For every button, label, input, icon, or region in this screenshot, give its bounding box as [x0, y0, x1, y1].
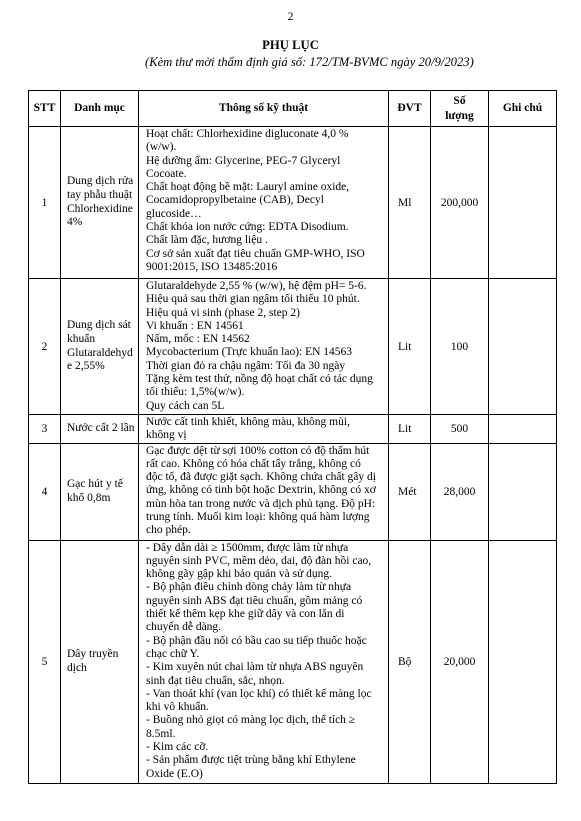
- spec-line: chạc chữ Y.: [146, 647, 200, 660]
- spec-line: Vi khuẩn : EN 14561: [146, 319, 244, 332]
- category-line: Nước cất 2 lần: [67, 421, 135, 434]
- category-line: khuẩn: [67, 332, 96, 345]
- table-row: [29, 279, 557, 415]
- category-cell: [61, 540, 139, 783]
- stt-cell: 5: [29, 540, 61, 783]
- category-line: Dung dịch sát: [67, 318, 131, 331]
- spec-line: Hoạt chất: Chlorhexidine digluconate 4,0 %: [146, 128, 349, 140]
- spec-line: - Kim xuyên nút chai làm từ nhựa ABS nguyên: [146, 661, 364, 674]
- specs-cell: [139, 540, 389, 783]
- spec-line: Gạc được dệt từ sợi 100% cotton có độ thấm hút: [146, 444, 370, 457]
- spec-line: rất cao. Không có hóa chất tẩy trắng, không có: [146, 457, 361, 470]
- note-cell: [489, 415, 557, 444]
- quantity-cell: 500: [431, 415, 489, 444]
- note-cell: [489, 279, 557, 415]
- spec-line: nguyên sinh ABS đạt tiêu chuẩn, gồm mảng có: [146, 594, 363, 607]
- header-quantity-line: Số: [453, 94, 466, 107]
- stt-cell: 3: [29, 415, 61, 444]
- spec-line: sinh đạt tiêu chuẩn, sắc, nhọn.: [146, 674, 285, 687]
- document-title: PHỤ LỤC: [262, 38, 319, 52]
- spec-line: glucoside…: [146, 207, 202, 220]
- table-header-row: [29, 91, 557, 127]
- note-cell: [489, 127, 557, 279]
- header-unit: ĐVT: [389, 91, 431, 127]
- spec-line: Hiệu quả sau thời gian ngâm tối thiểu 10 phút.: [146, 293, 360, 306]
- stt-cell: 2: [29, 279, 61, 415]
- spec-line: chuyển dễ dàng.: [146, 621, 222, 634]
- spec-line: - Dây dẫn dài ≥ 1500mm, được làm từ nhựa: [146, 541, 349, 554]
- spec-line: thiết kế thêm kẹp khe giữ dây và con lăn di: [146, 608, 345, 621]
- spec-line: Glutaraldehyde 2,55 % (w/w), hệ đệm pH= 5-6.: [146, 280, 367, 292]
- table-body: [29, 127, 557, 784]
- category-line: khổ 0,8m: [67, 491, 111, 504]
- category-cell: [61, 127, 139, 279]
- specs-cell: [139, 279, 389, 415]
- category-cell: [61, 279, 139, 415]
- spec-line: - Buồng nhỏ giọt có màng lọc dịch, thể tích ≥: [146, 714, 356, 727]
- spec-line: Thời gian đỏ ra chậu ngâm: Tối đa 30 ngày: [146, 359, 346, 372]
- spec-line: Hệ dưỡng ẩm: Glycerine, PEG-7 Glyceryl: [146, 154, 341, 167]
- page-number: 2: [287, 11, 294, 23]
- header-quantity: [431, 91, 489, 127]
- spec-line: Chất khóa ion nước cứng: EDTA Disodium.: [146, 221, 349, 234]
- category-line: tay phẫu thuật: [67, 188, 133, 201]
- note-cell: [489, 443, 557, 540]
- category-line: Dây truyền: [67, 647, 119, 660]
- specs-cell: [139, 127, 389, 279]
- quantity-cell: 20,000: [431, 540, 489, 783]
- category-line: dịch: [67, 661, 87, 674]
- spec-line: độc tố, đã được giặt sạch. Không chứa chất gây dị: [146, 471, 376, 484]
- spec-line: - Bộ phận điều chỉnh dòng chảy làm từ nhựa: [146, 581, 352, 594]
- header-quantity-line: lượng: [445, 109, 474, 122]
- spec-line: Nước cất tinh khiết, không màu, không mùi,: [146, 416, 350, 428]
- stt-cell: 4: [29, 443, 61, 540]
- category-cell: [61, 443, 139, 540]
- spec-line: Cơ sở sản xuất đạt tiêu chuẩn GMP-WHO, ISO: [146, 247, 365, 260]
- unit-cell: Bộ: [389, 540, 431, 783]
- spec-line: nguyên sinh PVC, mềm dẻo, dai, độ đàn hồi cao,: [146, 554, 372, 567]
- table-row: [29, 540, 557, 783]
- table-row: [29, 415, 557, 444]
- spec-line: (w/w).: [146, 141, 177, 154]
- spec-line: Oxide (E.O): [146, 767, 203, 780]
- spec-line: Mycobacterium (Trực khuẩn lao): EN 14563: [146, 346, 353, 359]
- category-cell: [61, 415, 139, 444]
- document-subtitle: (Kèm thư mời thẩm định giá số: 172/TM-BVMC ngày 20/9/2023): [145, 55, 474, 69]
- category-line: Glutaraldehyd: [67, 346, 133, 359]
- spec-line: Quy cách can 5L: [146, 399, 225, 412]
- quantity-cell: 200,000: [431, 127, 489, 279]
- spec-line: không gãy gập khi bảo quản và sử dụng.: [146, 568, 333, 581]
- spec-line: 9001:2015, ISO 13485:2016: [146, 260, 278, 273]
- spec-line: Chất hoạt động bề mặt: Lauryl amine oxide,: [146, 181, 350, 194]
- spec-line: khi vô khuẩn.: [146, 701, 209, 714]
- unit-cell: Mét: [389, 443, 431, 540]
- quantity-cell: 28,000: [431, 443, 489, 540]
- stt-cell: 1: [29, 127, 61, 279]
- spec-line: cho phép.: [146, 524, 191, 537]
- spec-line: mùn hòa tan trong nước và dịch phủ tạng. Độ pH:: [146, 497, 376, 510]
- spec-line: - Van thoát khí (van lọc khí) có thiết kế màng lọc: [146, 687, 372, 700]
- unit-cell: Ml: [389, 127, 431, 279]
- category-line: 4%: [67, 216, 83, 229]
- spec-line: 8.5ml.: [146, 727, 176, 740]
- spec-line: Cocoate.: [146, 167, 187, 180]
- category-line: Gạc hút y tế: [67, 477, 123, 490]
- table-row: [29, 127, 557, 279]
- category-line: Chlorhexidine: [67, 202, 133, 215]
- category-line: e 2,55%: [67, 360, 105, 373]
- spec-line: Tặng kèm test thử, nồng độ hoạt chất có tác dụng: [146, 373, 373, 386]
- quantity-cell: 100: [431, 279, 489, 415]
- header-category: Danh mục: [61, 91, 139, 127]
- category-line: Dung dịch rửa: [67, 174, 134, 187]
- spec-line: ứng, không có tinh bột hoặc Dextrin, không có xơ: [146, 484, 376, 497]
- spec-line: - Bộ phận đầu nối có bầu cao su tiếp thuốc hoặc: [146, 634, 367, 647]
- spec-line: Hiệu quả vi sinh (phase 2, step 2): [146, 306, 300, 319]
- spec-line: - Kim các cỡ.: [146, 741, 209, 754]
- header-note: Ghi chú: [489, 91, 557, 127]
- unit-cell: Lit: [389, 279, 431, 415]
- specs-cell: [139, 443, 389, 540]
- header-specs: Thông số kỹ thuật: [139, 91, 389, 127]
- header-stt: STT: [29, 91, 61, 127]
- spec-line: không vị: [146, 429, 187, 442]
- spec-line: Nấm, mốc : EN 14562: [146, 333, 250, 346]
- spec-line: trung tính. Muối kim loại: không quá hàm lượng: [146, 511, 370, 524]
- spec-line: Cocamidopropylbetaine (CAB), Decyl: [146, 194, 324, 207]
- spec-line: Chất làm đặc, hương liệu .: [146, 234, 268, 247]
- note-cell: [489, 540, 557, 783]
- specs-cell: [139, 415, 389, 444]
- unit-cell: Lit: [389, 415, 431, 444]
- spec-line: - Sản phẩm được tiệt trùng bằng khí Ethylene: [146, 754, 356, 767]
- spec-line: tối thiểu: 1,5%(w/w).: [146, 386, 245, 399]
- table-row: [29, 443, 557, 540]
- appendix-table: [28, 90, 557, 784]
